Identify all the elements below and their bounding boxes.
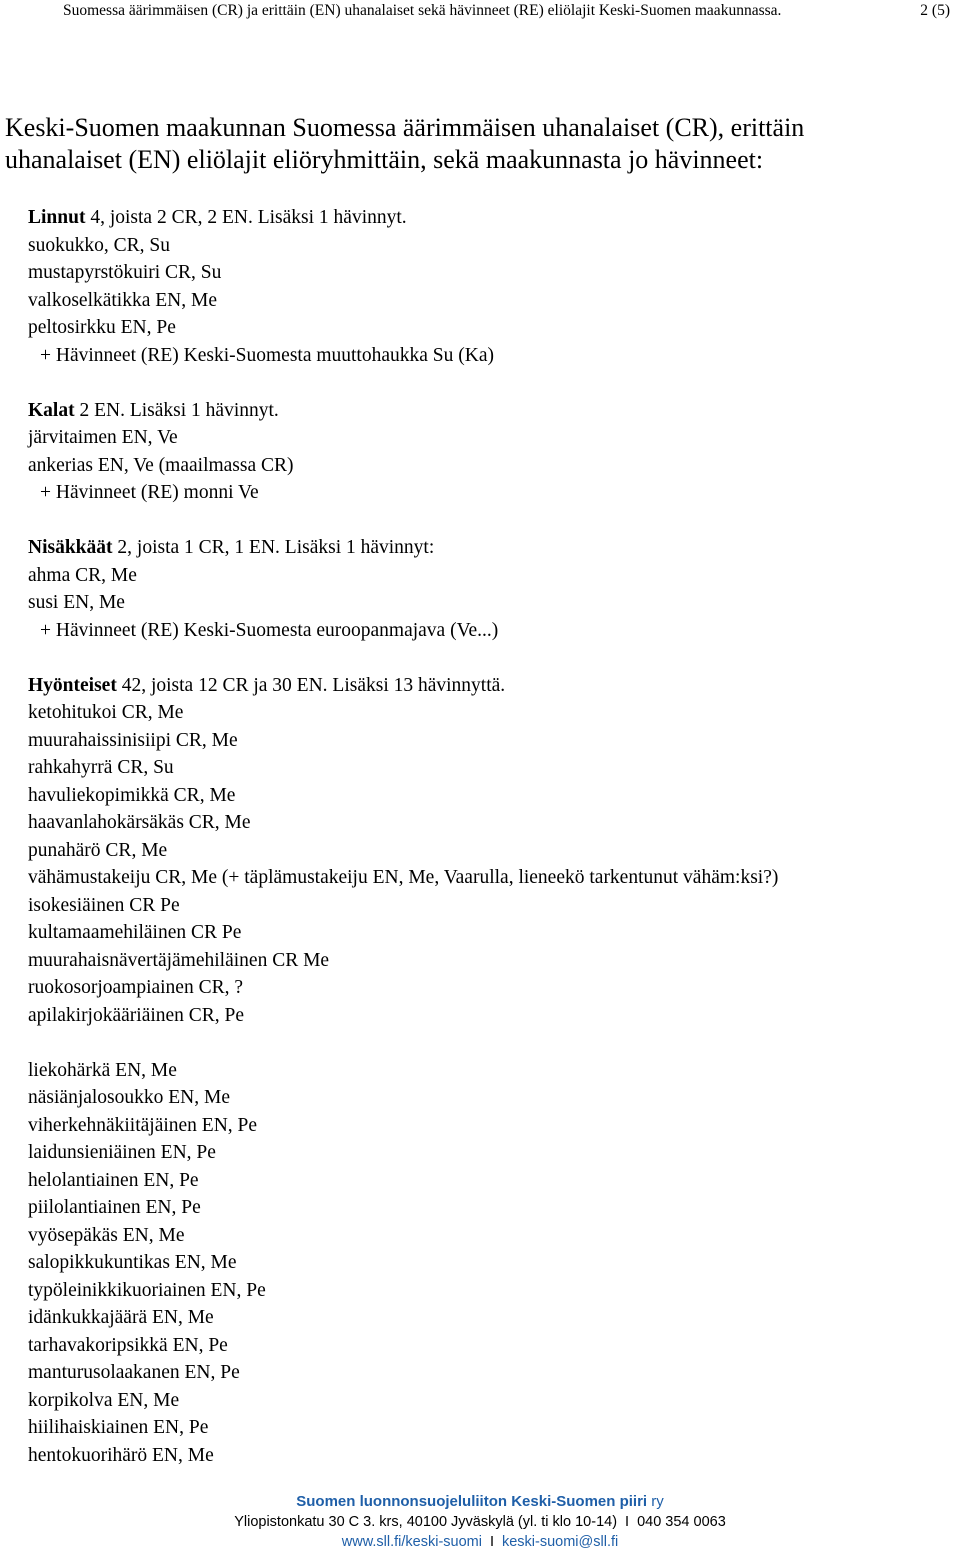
footer-separator: I xyxy=(625,1514,630,1530)
extinct-note: + Hävinneet (RE) monni Ve xyxy=(40,482,259,503)
species-item: muurahaissinisiipi CR, Me xyxy=(28,729,238,751)
page-title xyxy=(5,112,955,176)
species-item: muurahaisnävertäjämehiläinen CR Me xyxy=(28,949,330,971)
species-item: hentokuorihärö EN, Me xyxy=(28,1444,214,1466)
species-item: salopikkukuntikas EN, Me xyxy=(28,1252,237,1273)
species-item: laidunsieniäinen EN, Pe xyxy=(28,1142,216,1163)
species-item: isokesiäinen CR Pe xyxy=(28,894,180,916)
group-name: Hyönteiset xyxy=(28,674,117,696)
species-item: rahkahyrrä CR, Su xyxy=(28,757,174,778)
species-item: näsiänjalosoukko EN, Me xyxy=(28,1087,231,1108)
footer-organization xyxy=(0,1492,960,1512)
species-item: vyösepäkäs EN, Me xyxy=(28,1224,185,1246)
species-item: hiilihaiskiainen EN, Pe xyxy=(28,1417,209,1438)
species-item: vähämustakeiju CR, Me (+ täplämustakeiju EN, Me, Vaarulla, lieneekö tarkentunut vähäm:ksi?) xyxy=(28,867,779,888)
group-name: Nisäkkäät xyxy=(28,537,113,558)
species-item: haavanlahokärsäkäs CR, Me xyxy=(28,812,251,833)
group-summary: 2, joista 1 CR, 1 EN. Lisäksi 1 hävinnyt: xyxy=(112,537,435,558)
section-heading-hyonteiset xyxy=(28,672,958,700)
species-item: ruokosorjoampiainen CR, ? xyxy=(28,977,244,998)
section-heading-kalat xyxy=(28,397,958,425)
extinct-note: + Hävinneet (RE) Keski-Suomesta muuttohaukka Su (Ka) xyxy=(40,344,494,366)
species-item: ankerias EN, Ve (maailmassa CR) xyxy=(28,454,294,476)
group-name: Linnut xyxy=(28,207,86,228)
species-item: korpikolva EN, Me xyxy=(28,1389,180,1411)
document-body xyxy=(28,204,958,1469)
species-item: suokukko, CR, Su xyxy=(28,234,170,256)
species-item: manturusolaakanen EN, Pe xyxy=(28,1362,240,1383)
organization-name: Suomen luonnonsuojeluliiton Keski-Suomen piiri xyxy=(296,1493,648,1510)
group-name: Kalat xyxy=(28,399,75,421)
footer-separator: I xyxy=(489,1534,494,1550)
organization-suffix: ry xyxy=(647,1493,664,1510)
footer-links xyxy=(0,1532,960,1552)
species-item: kultamaamehiläinen CR Pe xyxy=(28,922,242,943)
species-item: tarhavakoripsikkä EN, Pe xyxy=(28,1334,228,1356)
species-item: peltosirkku EN, Pe xyxy=(28,317,176,338)
species-item: helolantiainen EN, Pe xyxy=(28,1169,199,1191)
species-item: liekohärkä EN, Me xyxy=(28,1059,177,1081)
section-heading-linnut xyxy=(28,204,958,232)
footer-email-link[interactable]: keski-suomi@sll.fi xyxy=(501,1534,619,1550)
page-title-line-2: uhanalaiset (EN) eliölajit eliöryhmittäin, sekä maakunnasta jo hävinneet: xyxy=(5,145,764,174)
species-item: idänkukkajäärä EN, Me xyxy=(28,1307,214,1328)
page-footer xyxy=(0,1492,960,1552)
species-item: valkoselkätikka EN, Me xyxy=(28,289,217,311)
extinct-note: + Hävinneet (RE) Keski-Suomesta euroopanmajava (Ve...) xyxy=(40,619,499,641)
running-header xyxy=(63,2,960,20)
species-item: punahärö CR, Me xyxy=(28,839,168,861)
species-item: järvitaimen EN, Ve xyxy=(28,427,178,448)
species-item: mustapyrstökuiri CR, Su xyxy=(28,262,222,283)
page-title-line-1: Keski-Suomen maakunnan Suomessa äärimmäisen uhanalaiset (CR), erittäin xyxy=(5,113,805,142)
running-title: Suomessa äärimmäisen (CR) ja erittäin (EN) uhanalaiset sekä hävinneet (RE) eliölajit Keski-Suomen maakunnassa. xyxy=(63,2,782,19)
species-item: ketohitukoi CR, Me xyxy=(28,702,184,723)
species-item: viherkehnäkiitäjäinen EN, Pe xyxy=(28,1114,258,1136)
footer-phone: 040 354 0063 xyxy=(637,1514,726,1530)
group-summary: 42, joista 12 CR ja 30 EN. Lisäksi 13 hävinnyttä. xyxy=(116,674,506,696)
group-summary: 4, joista 2 CR, 2 EN. Lisäksi 1 hävinnyt. xyxy=(85,207,407,228)
footer-address-line xyxy=(0,1512,960,1532)
group-summary: 2 EN. Lisäksi 1 hävinnyt. xyxy=(74,399,279,421)
species-item: typöleinikkikuoriainen EN, Pe xyxy=(28,1279,266,1301)
species-item: piilolantiainen EN, Pe xyxy=(28,1197,201,1218)
species-item: ahma CR, Me xyxy=(28,564,137,586)
footer-address: Yliopistonkatu 30 C 3. krs, 40100 Jyväskylä (yl. ti klo 10-14) xyxy=(234,1514,618,1530)
species-item: havuliekopimikkä CR, Me xyxy=(28,784,236,806)
species-item: susi EN, Me xyxy=(28,592,125,613)
page-number: 2 (5) xyxy=(920,2,950,19)
section-heading-nisakkaat xyxy=(28,534,958,562)
species-item: apilakirjokääriäinen CR, Pe xyxy=(28,1004,245,1026)
footer-website-link[interactable]: www.sll.fi/keski-suomi xyxy=(341,1534,482,1550)
